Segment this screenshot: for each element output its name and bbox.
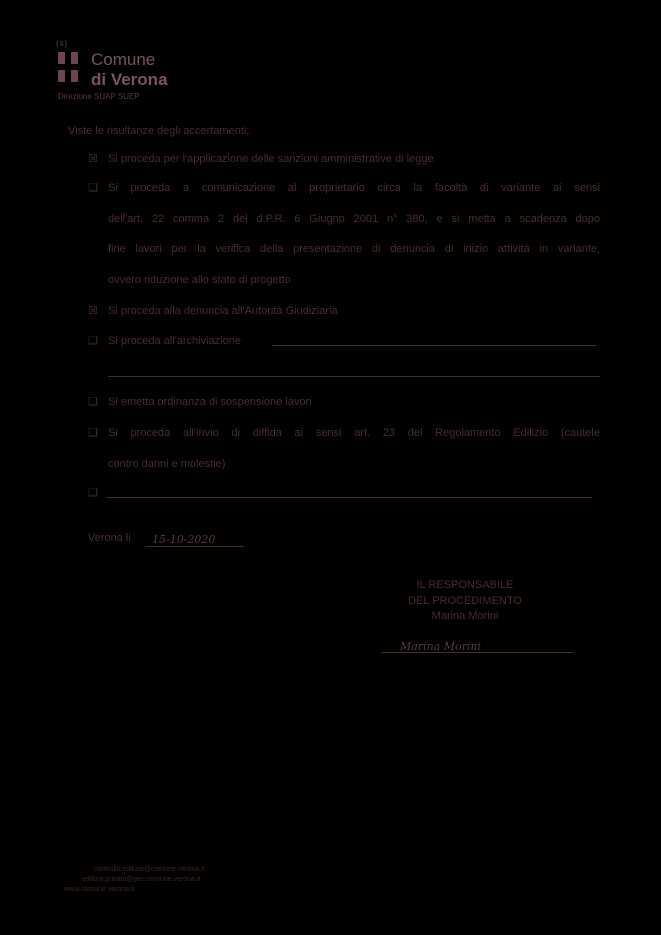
signature-name: Marina Morini: [431, 610, 499, 622]
option-text: Si proceda all'invio di diffida ai sensi art. 23 del Regolamento Edilizio (cautele: [108, 427, 600, 439]
blank-line: [106, 497, 592, 498]
checkbox-empty[interactable]: ❑: [88, 182, 98, 194]
crest-icon: (ऽ): [56, 39, 69, 48]
checkbox-checked[interactable]: ☒: [88, 153, 98, 165]
option-text: Si proceda a comunicazione al proprietario circa la facoltà di variante ai sensi: [108, 182, 600, 194]
footer-email-1[interactable]: controllo.edilizia@comune.verona.it: [94, 866, 205, 873]
checkbox-empty[interactable]: ❑: [88, 427, 98, 439]
signature-title-1: IL RESPONSABILE: [416, 579, 514, 591]
option-text-continuation: dell'art. 22 comma 2 del d.P.R. 6 Giugno 2001 n° 380, e si metta a scadenza dopo: [108, 213, 600, 225]
footer-email-2[interactable]: edilizia.privata@pec.comune.verona.it: [82, 876, 201, 883]
logo-square: [71, 52, 78, 64]
footer-website[interactable]: www.comune.verona.it: [64, 886, 135, 893]
option-text: Si proceda per l'applicazione delle sanzioni amministrative di legge: [108, 153, 434, 165]
option-text: Si emetta ordinanza di sospensione lavori: [108, 396, 312, 408]
signature-title-2: DEL PROCEDIMENTO: [408, 595, 522, 607]
logo-square: [58, 52, 65, 64]
option-text-continuation: contro danni e molestie): [108, 458, 226, 470]
option-text-continuation: fine lavori per la verifica della presentazione di denuncia di inizio attività in variante,: [108, 243, 600, 255]
handwritten-signature: Marina Morini: [400, 640, 482, 653]
checkbox-empty[interactable]: ❑: [88, 487, 98, 499]
logo-di-verona: di Verona: [91, 70, 168, 89]
signature-line: [382, 652, 574, 653]
date-line: [146, 546, 244, 547]
logo-square: [58, 70, 65, 82]
date-value: 15-10-2020: [152, 533, 216, 546]
checkbox-empty[interactable]: ❑: [88, 335, 98, 347]
logo-comune: Comune: [91, 50, 156, 69]
intro-text: Viste le risultanze degli accertamenti:: [68, 125, 250, 137]
option-text: Si proceda alla denuncia all'Autorità Giudiziaria: [108, 305, 338, 317]
blank-line: [108, 376, 600, 377]
date-label: Verona li: [88, 532, 131, 544]
checkbox-checked[interactable]: ☒: [88, 305, 98, 317]
department-label: Direzione SUAP SUEP: [58, 92, 140, 101]
blank-line: [272, 345, 596, 346]
checkbox-empty[interactable]: ❑: [88, 396, 98, 408]
logo-square: [71, 70, 78, 82]
option-text: Si proceda all'archiviazione: [108, 335, 241, 347]
option-text-continuation: ovvero riduzione allo stato di progetto: [108, 274, 291, 286]
